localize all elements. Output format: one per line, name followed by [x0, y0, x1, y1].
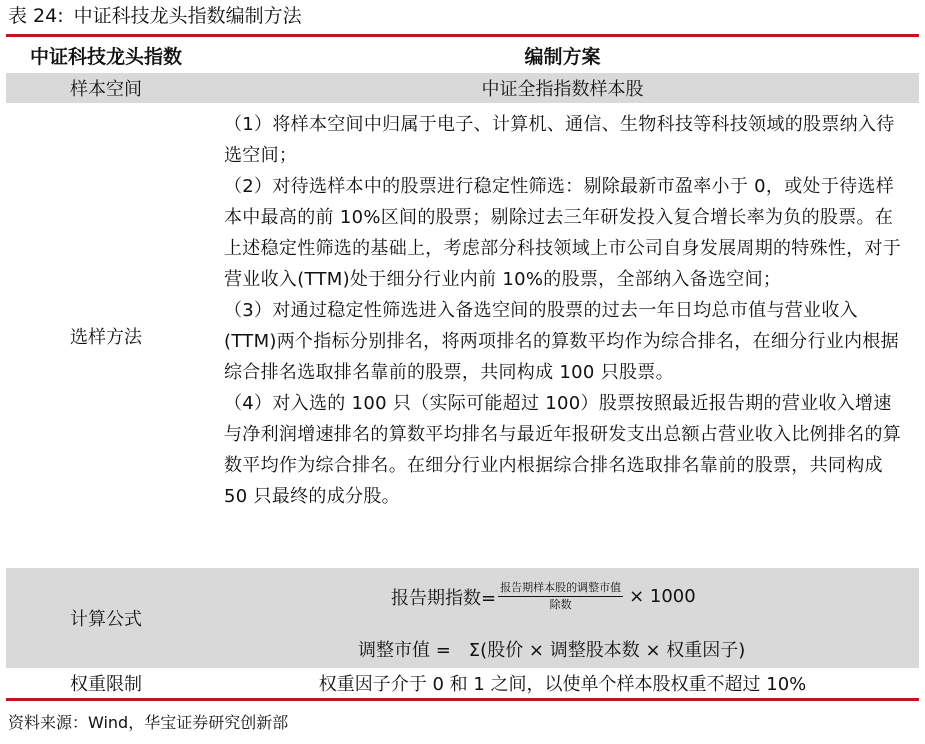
source-note: 资料来源：Wind，华宝证券研究创新部 [8, 713, 289, 732]
fraction-denominator: 除数 [549, 598, 572, 611]
header-scheme: 编制方案 [524, 45, 601, 68]
row-sample-space [6, 73, 919, 103]
header-index-name: 中证科技龙头指数 [29, 45, 182, 68]
selection-step-3: （3）对通过稳定性筛选进入备选空间的股票的过去一年日均总市值与营业收入(TTM)两个指标分别排名，将两项排名的算数平均作为综合排名，在细分行业内根据综合排名选取排名靠前的股票，共同构成 100 只股票。 [224, 300, 899, 383]
selection-step-1: （1）将样本空间中归属于电子、计算机、通信、生物科技等科技领域的股票纳入待选空间； [224, 114, 895, 166]
table-header-row [6, 37, 919, 73]
index-formula-fraction [498, 580, 623, 613]
formula-label: 计算公式 [70, 609, 142, 630]
index-formula-lhs: 报告期指数= [391, 587, 497, 609]
row-weight-limit [6, 668, 919, 698]
selection-step-2: （2）对待选样本中的股票进行稳定性筛选：剔除最新市盈率小于 0，或处于待选样本中最高的前 10%区间的股票；剔除过去三年研发投入复合增长率为负的股票。在上述稳定性筛选的基础上，考虑部分科技领域上市公司自身发展周期的特殊性，对于营业收入(TTM)处于细分行业内前 10%的股票，全部纳入备选空间； [224, 176, 902, 290]
formula-cell [206, 568, 919, 668]
table-bottom-rule [6, 698, 919, 701]
caption-tag: 表 24: [8, 5, 64, 27]
adjusted-mcap-formula: 调整市值 = Σ(股价 × 调整股本数 × 权重因子) [358, 640, 746, 661]
caption-title: 中证科技龙头指数编制方法 [73, 5, 302, 27]
weight-limit-label: 权重限制 [70, 674, 142, 695]
selection-step-4: （4）对入选的 100 只（实际可能超过 100）股票按照最近报告期的营业收入增速与净利润增速排名的算数平均排名与最近年报研发支出总额占营业收入比例排名的算数平均作为综合排名。在细分行业内根据综合排名选取排名靠前的股票，共同构成 50 只最终的成分股。 [224, 393, 902, 507]
fraction-numerator: 报告期样本股的调整市值 [500, 581, 622, 594]
selection-method-label: 选样方法 [70, 326, 142, 348]
table-caption [8, 2, 302, 30]
weight-limit-value: 权重因子介于 0 和 1 之间，以使单个样本股权重不超过 10% [318, 674, 807, 695]
sample-space-value: 中证全指指数样本股 [481, 79, 644, 100]
methodology-table [6, 34, 919, 701]
selection-method-steps [206, 103, 919, 568]
row-formula [6, 568, 919, 668]
index-formula-multiplier: × 1000 [629, 586, 696, 607]
index-formula [391, 580, 696, 613]
row-selection-method [6, 103, 919, 568]
sample-space-label: 样本空间 [70, 79, 142, 100]
